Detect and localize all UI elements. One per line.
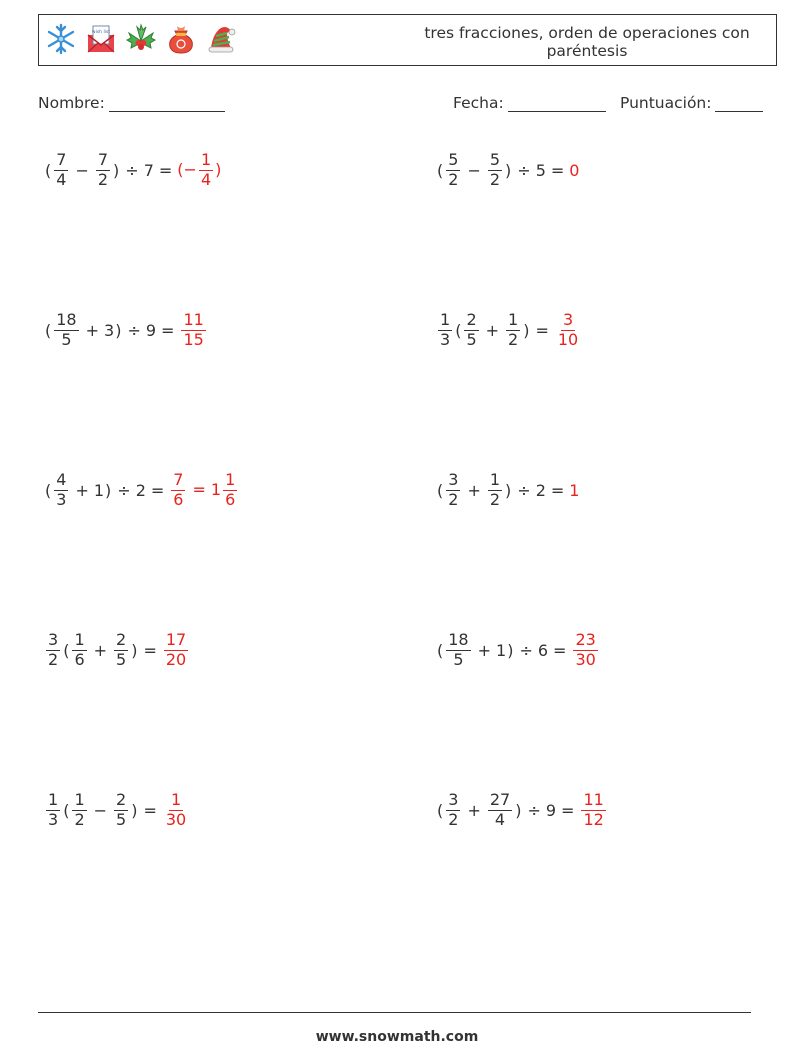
date-line[interactable] xyxy=(508,95,606,112)
answer xyxy=(162,629,190,669)
snowflake-icon xyxy=(45,23,77,55)
fraction: $\frac{3}{2}$ xyxy=(448,469,459,509)
holly-icon xyxy=(125,23,157,55)
problem-8: ( $\frac{18}{5}$ + 1 ) ÷ 6 = $\frac{23}{30}$ xyxy=(436,620,600,680)
fraction: $\frac{2}{5}$ xyxy=(466,309,477,349)
date-label: Fecha: xyxy=(453,94,504,112)
fraction: $\frac{7}{4}$ xyxy=(56,149,67,189)
header-icons xyxy=(45,23,237,55)
fraction: $\frac{4}{3}$ xyxy=(56,469,67,509)
problem-2: ( $\frac{5}{2}$ − $\frac{5}{2}$ ) ÷ 5 = 0 xyxy=(437,149,580,189)
fraction: $\frac{7}{2}$ xyxy=(97,149,109,189)
problem-3: ( $\frac{18}{5}$ + 3 ) ÷ 9 = $\frac{11}{15}$ xyxy=(44,300,208,360)
name-line[interactable] xyxy=(109,95,225,112)
problem-10: ( $\frac{3}{2}$ + $\frac{27}{4}$ ) ÷ 9 = $\frac{11}{12}$ xyxy=(436,780,608,840)
wish-list-text: wish list xyxy=(91,30,111,35)
wish-list-letter-icon xyxy=(85,23,117,55)
fraction: $\frac{1}{3}$ xyxy=(48,789,59,829)
fraction: $\frac{2}{5}$ xyxy=(116,629,127,669)
fraction: $\frac{3}{2}$ xyxy=(448,789,459,829)
name-field[interactable] xyxy=(38,94,225,112)
fraction: $\frac{27}{4}$ xyxy=(489,789,511,829)
fraction: $\frac{1}{3}$ xyxy=(440,309,451,349)
fraction: $\frac{1}{2}$ xyxy=(74,789,85,829)
answer xyxy=(554,309,582,349)
fraction: $\frac{5}{2}$ xyxy=(489,149,501,189)
problem-7: $\frac{3}{2}$ ( $\frac{1}{6}$ + $\frac{2}{5}$ ) = $\frac{17}{20}$ xyxy=(44,620,190,680)
fraction: $\frac{18}{5}$ xyxy=(56,309,77,349)
score-label: Puntuación: xyxy=(620,94,712,112)
score-line[interactable] xyxy=(715,95,763,112)
problem-6: ( $\frac{3}{2}$ + $\frac{1}{2}$ ) ÷ 2 = 1 xyxy=(437,469,580,509)
date-field[interactable] xyxy=(453,94,606,112)
score-field[interactable] xyxy=(620,94,763,112)
fraction: $\frac{1}{6}$ xyxy=(225,469,236,509)
page-title: tres fracciones, orden de operaciones con paréntesis xyxy=(424,24,750,60)
santa-hat-icon xyxy=(205,23,237,55)
answer xyxy=(579,789,607,829)
answer: 0 xyxy=(569,160,580,180)
answer xyxy=(179,309,207,349)
worksheet-header xyxy=(38,14,777,66)
answer: 1 xyxy=(569,480,580,500)
fraction: $\frac{1}{2}$ xyxy=(508,309,519,349)
fraction: $\frac{7}{6}$ xyxy=(173,469,184,509)
answer xyxy=(162,789,190,829)
fraction: $\frac{1}{30}$ xyxy=(165,789,187,829)
name-label: Nombre: xyxy=(38,94,105,112)
fraction: $\frac{3}{2}$ xyxy=(48,629,59,669)
fraction: $\frac{1}{2}$ xyxy=(489,469,501,509)
fraction: $\frac{1}{6}$ xyxy=(74,629,85,669)
problem-4: $\frac{1}{3}$ ( $\frac{2}{5}$ + $\frac{1}{2}$ ) = $\frac{3}{10}$ xyxy=(436,300,582,360)
fraction: $\frac{5}{2}$ xyxy=(448,149,459,189)
problem-9: $\frac{1}{3}$ ( $\frac{1}{2}$ − $\frac{2}{5}$ ) = $\frac{1}{30}$ xyxy=(44,780,190,840)
problem-1: ( $\frac{7}{4}$ − $\frac{7}{2}$ ) ÷ 7 = (− $\frac{1}{4}$ ) xyxy=(45,149,222,189)
answer: (− $\frac{1}{4}$ ) xyxy=(177,149,222,189)
footer-url[interactable]: www.snowmath.com xyxy=(315,1029,479,1045)
fraction: $\frac{1}{4}$ xyxy=(200,149,212,189)
fraction: $\frac{18}{5}$ xyxy=(448,629,469,669)
gift-sack-icon xyxy=(165,23,197,55)
fraction: $\frac{17}{20}$ xyxy=(165,629,187,669)
fraction: $\frac{2}{5}$ xyxy=(116,789,127,829)
answer: $\frac{7}{6}$ = 1 $\frac{1}{6}$ xyxy=(173,469,236,509)
fraction: $\frac{11}{15}$ xyxy=(183,309,204,349)
problem-5: ( $\frac{4}{3}$ + 1 ) ÷ 2 = $\frac{7}{6}$ = 1 $\frac{1}{6}$ xyxy=(44,460,239,520)
footer-divider xyxy=(38,1012,751,1013)
fraction: $\frac{11}{12}$ xyxy=(583,789,604,829)
fraction: $\frac{23}{30}$ xyxy=(575,629,596,669)
fraction: $\frac{3}{10}$ xyxy=(557,309,579,349)
answer xyxy=(571,629,599,669)
